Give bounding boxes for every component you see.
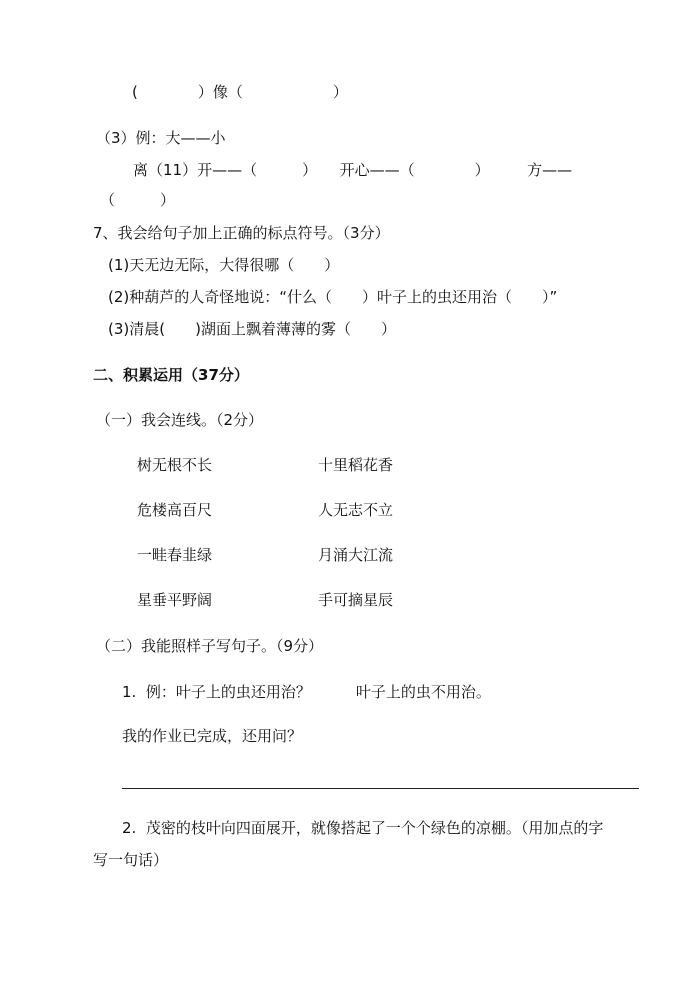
q3-example: （3）例：大——小	[96, 129, 226, 147]
match-right-2: 人无志不立	[318, 501, 394, 519]
answer-line[interactable]	[122, 788, 639, 789]
q3-items: 离（11）开——（ ） 开心——（ ） 方——	[133, 161, 573, 179]
q7-item-2: (2)种葫芦的人奇怪地说：“什么（ ）叶子上的虫还用治（ ）”	[108, 288, 558, 306]
part2-q1-example: 1. 例：叶子上的虫还用治？ 叶子上的虫不用治。	[122, 683, 491, 701]
part2-q2-line1: 2. 茂密的枝叶向四面展开，就像搭起了一个个绿色的凉棚。（用加点的字	[122, 819, 604, 837]
q7-item-1: (1)天无边无际，大得很哪（ ）	[108, 256, 340, 274]
match-right-4: 手可摘星辰	[318, 591, 394, 609]
q3-wrap-blank: （ ）	[100, 191, 176, 209]
q7-item-3: (3)清晨( )湖面上飘着薄薄的雾（ ）	[108, 320, 396, 338]
part2-title: （二）我能照样子写句子。（9分）	[96, 637, 324, 655]
blank-line-top: ( ）像（ ）	[132, 83, 348, 101]
match-right-1: 十里稻花香	[318, 456, 394, 474]
part2-q2-line2: 写一句话）	[93, 851, 169, 869]
match-right-3: 月涌大江流	[318, 546, 394, 564]
match-left-4: 星垂平野阔	[137, 591, 213, 609]
part2-q1-prompt: 我的作业已完成，还用问？	[122, 727, 303, 745]
match-left-2: 危楼高百尺	[137, 501, 213, 519]
match-left-3: 一畦春韭绿	[137, 546, 213, 564]
part1-title: （一）我会连线。（2分）	[96, 411, 264, 429]
match-left-1: 树无根不长	[137, 456, 213, 474]
q7-title: 7、我会给句子加上正确的标点符号。（3分）	[93, 224, 390, 242]
section2-title: 二、积累运用（37分）	[93, 366, 249, 384]
